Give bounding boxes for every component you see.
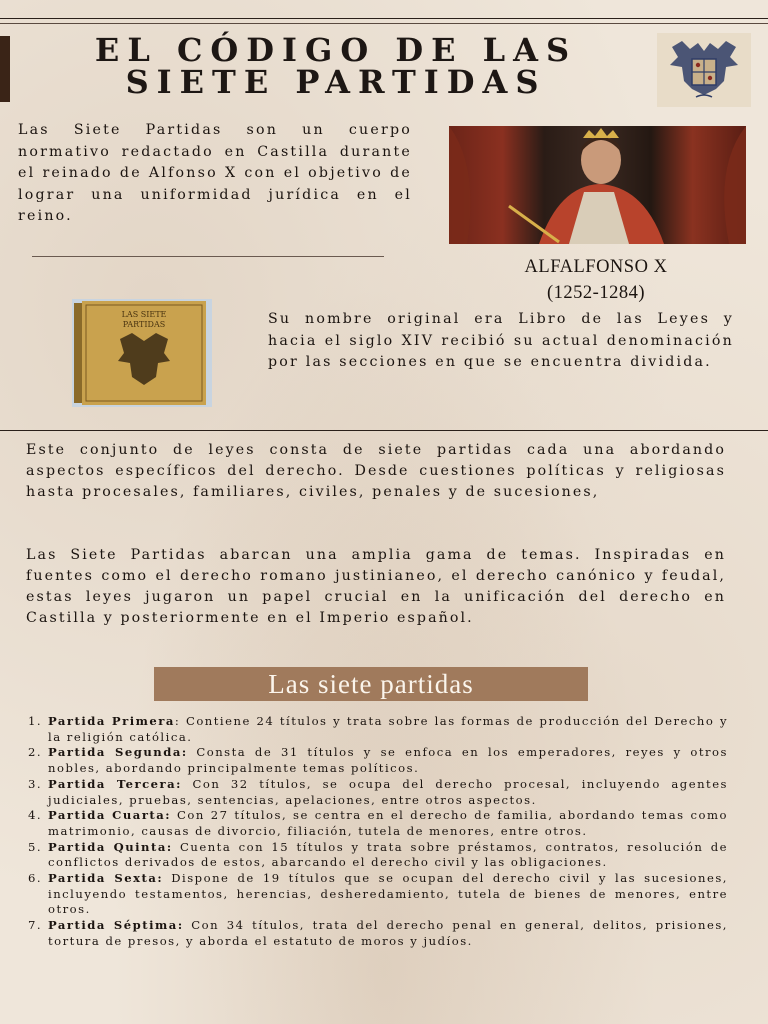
list-item-number: 2. — [28, 745, 43, 760]
intro-paragraph: Las Siete Partidas son un cuerpo normativo redactado en Castilla durante el reinado de Alfonso X con el objetivo de lograr una uniformidad jurídica en el reino. — [18, 122, 412, 224]
partida-name: Partida Quinta: — [48, 839, 173, 854]
portrait-caption-years: (1252-1284) — [547, 283, 645, 303]
partida-description: Con 34 títulos, trata del derecho penal en general, delitos, prisiones, tortura de presos, y aborda el estatuto de moros y judíos. — [48, 918, 728, 948]
partidas-list — [26, 714, 728, 950]
list-item-number: 4. — [28, 808, 43, 823]
partida-name: Partida Primera — [48, 714, 175, 728]
name-origin-paragraph: Su nombre original era Libro de las Leyes y hacia el siglo XIV recibió su actual denominación por las secciones en que se encuentra dividida. — [268, 311, 734, 370]
book-cover-image — [72, 299, 212, 407]
list-item-number: 5. — [28, 839, 43, 854]
partida-description: Con 32 títulos, se ocupa del derecho procesal, incluyendo agentes judiciales, pruebas, sentencias, apelaciones, entre otros aspectos. — [48, 776, 729, 807]
list-item — [26, 714, 728, 745]
partida-description: Contiene 24 títulos y trata sobre las formas de producción del Derecho y la religión católica. — [48, 714, 728, 744]
list-item-number: 6. — [28, 871, 43, 886]
list-item — [26, 777, 728, 808]
page-title — [26, 31, 646, 101]
content-paragraph-2: Las Siete Partidas abarcan una amplia gama de temas. Inspiradas en fuentes como el derecho romano justinianeo, el derecho canónico y feudal, estas leyes jugaron un papel crucial en la unificación del derecho en Castilla y posteriormente en el Imperio español. — [26, 547, 726, 626]
list-item — [26, 918, 728, 949]
partida-description: Con 27 títulos, se centra en el derecho de familia, abordando temas como matrimonio, causas de divorcio, filiación, tutela de menores, entre otros. — [48, 808, 728, 838]
list-item — [26, 745, 728, 776]
partida-name: Partida Sexta: — [48, 871, 164, 886]
partida-description: Consta de 31 títulos y se enfoca en los emperadores, reyes y otros nobles, abordando principalmente temas políticos. — [48, 745, 728, 776]
intro-divider — [32, 256, 384, 257]
page-title-line2: SIETE PARTIDAS — [125, 63, 547, 101]
section-header-text: Las siete partidas — [268, 668, 474, 699]
content-paragraph-1: Este conjunto de leyes consta de siete partidas cada una abordando aspectos específicos del derecho. Desde cuestiones políticas y religiosas hasta procesales, familiares, civiles, penales y de sucesiones, — [26, 442, 726, 500]
partida-description: Dispone de 19 títulos que se ocupan del derecho civil y las sucesiones, incluyendo testamentos, herencias, desheredamiento, tutela de bienes de menores, entre otros. — [48, 871, 728, 917]
coat-of-arms-image — [657, 33, 751, 107]
section-header — [154, 667, 588, 701]
partida-separator: : — [174, 714, 181, 728]
top-rule — [0, 18, 768, 19]
partida-name: Partida Séptima: — [48, 918, 184, 933]
portrait-caption-name: ALFALFONSO X — [524, 257, 668, 277]
book-cover-title-2: PARTIDAS — [122, 320, 166, 329]
list-item-number: 3. — [28, 776, 43, 791]
double-headed-eagle-icon — [664, 37, 744, 103]
list-item — [26, 840, 728, 871]
page-title-line1: EL CÓDIGO DE LAS — [94, 31, 578, 69]
partida-name: Partida Cuarta: — [48, 808, 172, 823]
alfonso-x-portrait-image — [449, 126, 746, 244]
list-item-number: 1. — [28, 714, 43, 728]
partida-name: Partida Segunda: — [48, 745, 188, 760]
book-cover-title-1: LAS SIETE — [121, 310, 167, 319]
section-divider — [0, 430, 768, 431]
partida-description: Cuenta con 15 títulos y trata sobre préstamos, contratos, resolución de conflictos derivados de estos, abarcando el derecho civil y las obligaciones. — [48, 839, 728, 870]
list-item — [26, 871, 728, 918]
portrait-caption — [448, 254, 744, 306]
top-rule-thin — [0, 23, 768, 24]
list-item — [26, 808, 728, 839]
title-accent-bar — [0, 36, 10, 102]
list-item-number: 7. — [28, 918, 43, 933]
partida-name: Partida Tercera: — [48, 776, 182, 791]
